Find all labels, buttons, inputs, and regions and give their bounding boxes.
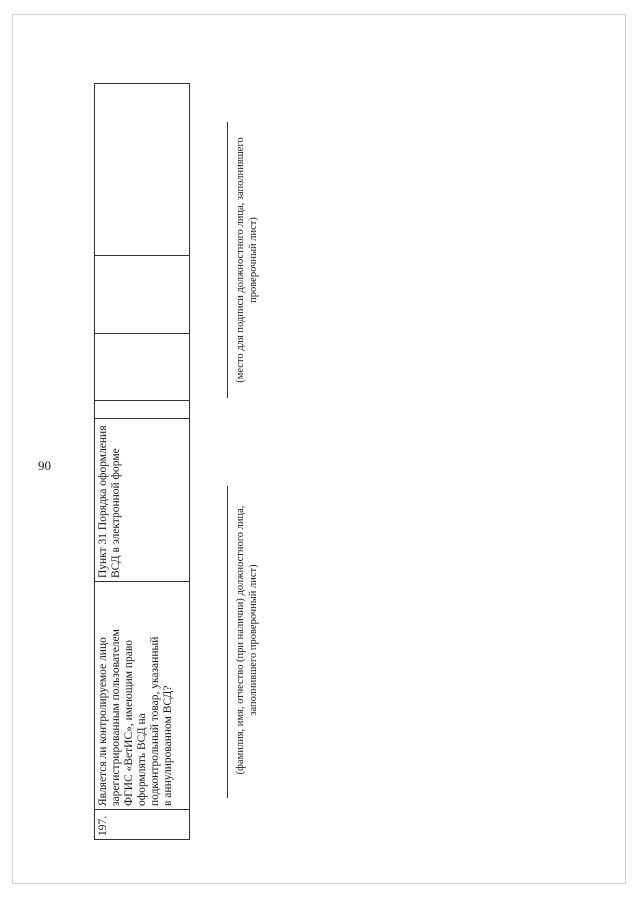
question-line: оформлять ВСД на (136, 713, 148, 806)
caption-line: (фамилия, имя, отчество (при наличии) должностного лица, (235, 505, 246, 775)
answer-cell-not-applicable[interactable] (95, 256, 190, 334)
row-number-cell (95, 810, 190, 840)
signature-line-name (227, 486, 228, 798)
reference-line: ВСД в электронной форме (110, 448, 122, 578)
question-cell (95, 582, 190, 810)
question-text (95, 582, 177, 809)
signature-caption-name (234, 470, 260, 810)
question-line: Является ли контролируемое лицо (97, 637, 109, 806)
caption-line: проверочный лист) (248, 217, 259, 303)
row-number: 197. (97, 815, 109, 836)
reference-text (95, 419, 125, 581)
signature-caption-sign (234, 120, 260, 400)
question-line: ФГИС «ВетИС», имеющим право (123, 639, 135, 806)
question-line: зарегистрированным пользователем (110, 629, 122, 806)
checklist-table-wrapper (94, 83, 190, 840)
question-line: в аннулированном ВСД? (162, 685, 174, 806)
question-line: подконтрольный товар, указанный (149, 636, 161, 806)
answer-cell-no[interactable] (95, 334, 190, 401)
table-row (95, 84, 190, 840)
signature-line-sign (227, 122, 228, 398)
answer-cell-yes[interactable] (95, 401, 190, 419)
answer-cell-comment[interactable] (95, 84, 190, 256)
reference-cell (95, 419, 190, 582)
checklist-table (94, 83, 190, 840)
reference-line: Пункт 31 Порядка оформления (97, 425, 109, 578)
page-number: 90 (38, 458, 51, 473)
caption-line: (место для подписи должностного лица, заполнившего (235, 137, 246, 383)
caption-line: заполнившего проверочный лист) (248, 564, 259, 716)
